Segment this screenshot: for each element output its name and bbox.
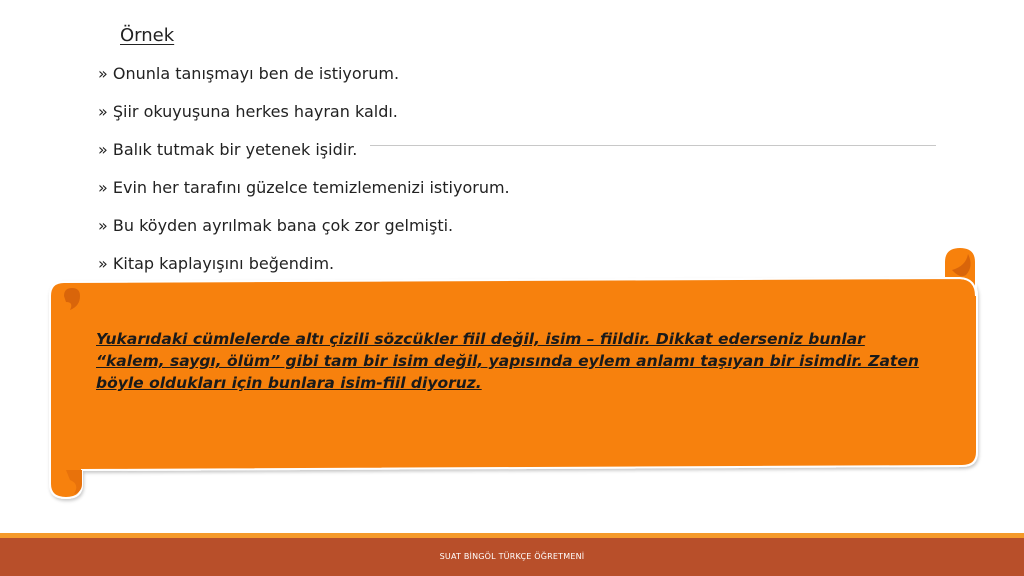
example-item: » Evin her tarafını güzelce temizlemenizi istiyorum. [98, 178, 510, 197]
scroll-explanation-text: Yukarıdaki cümlelerde altı çizili sözcükler fiil değil, isim – fiildir. Dikkat ederseniz bunlar “kalem, saygı, ölüm” gibi tam bir isim değil, yapısında eylem anlamı taşıyan bir isimdir. Zaten böyle oldukları için bunlara isim-fiil diyoruz. [96, 330, 919, 392]
example-item: » Kitap kaplayışını beğendim. [98, 254, 335, 273]
example-item: » Balık tutmak bir yetenek işidir. [98, 140, 358, 159]
footer-text: SUAT BİNGÖL TÜRKÇE ÖĞRETMENİ [439, 552, 585, 561]
footer-bar [0, 538, 1024, 576]
example-item: » Onunla tanışmayı ben de istiyorum. [98, 64, 400, 83]
slide-title: Örnek [120, 25, 175, 46]
example-item: » Bu köyden ayrılmak bana çok zor gelmişti. [98, 216, 454, 235]
example-item: » Şiir okuyuşuna herkes hayran kaldı. [98, 102, 398, 121]
